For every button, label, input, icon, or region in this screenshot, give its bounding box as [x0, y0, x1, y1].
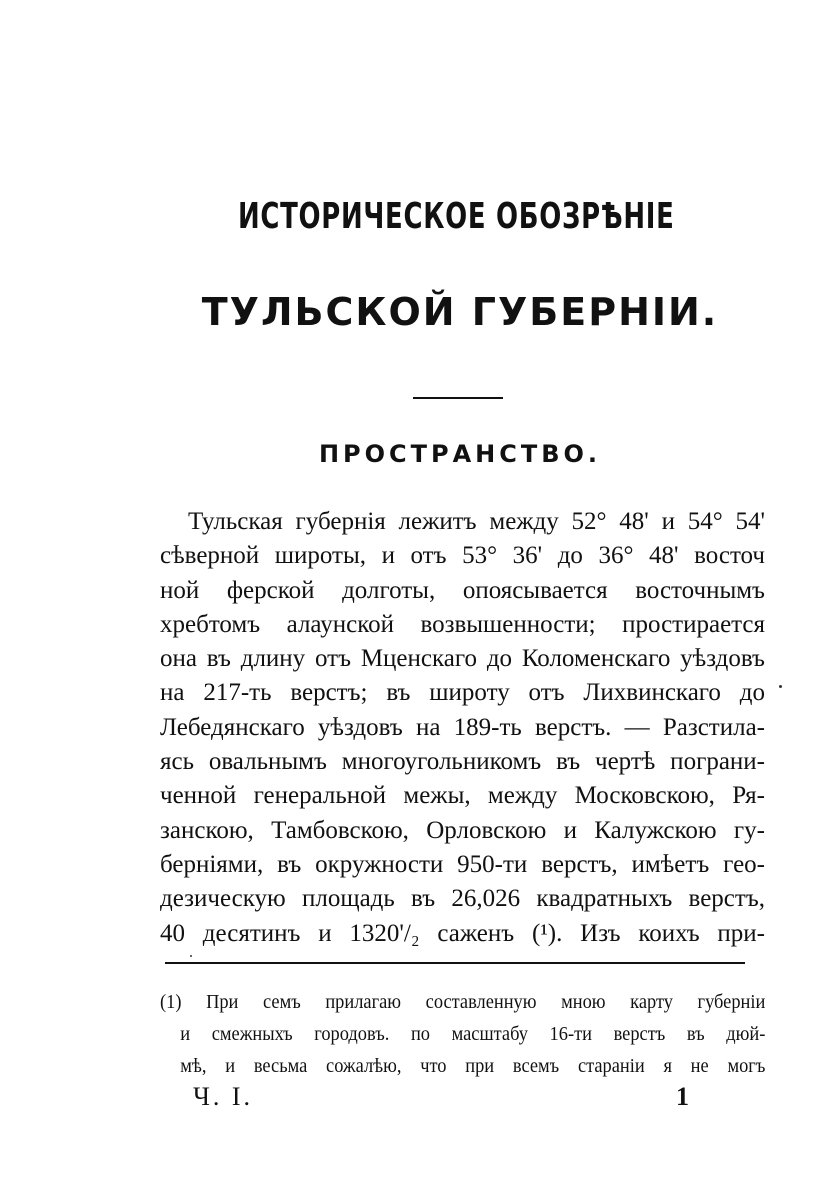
title-line-2-text: ТУЛЬСКОЙ ГУБЕРНІИ. [201, 290, 719, 334]
page-number: 1 [676, 1082, 689, 1111]
body-line: на 217-ть верстъ; въ широту отъ Лихвинскаго до [160, 679, 765, 707]
body-line: хребтомъ алаунской возвышенности; простирается [160, 610, 765, 638]
footnote-line: и смежныхъ городовъ. по масштабу 16-ти верстъ въ дюй- [180, 1023, 766, 1045]
footnote-line: (1) При семъ прилагаю составленную мною карту губерніи [160, 991, 766, 1013]
print-speck [190, 955, 192, 957]
title-divider [413, 397, 503, 399]
body-line: сѣверной широты, и отъ 53° 36' до 36° 48' восточ [160, 542, 765, 570]
body-text [160, 505, 765, 951]
body-line: ченной генеральной межы, между Московскою, Ря- [160, 782, 765, 810]
title-line-2 [0, 290, 840, 334]
footnote [160, 986, 765, 1082]
body-line: ной ферской долготы, опоясывается восточнымъ [160, 576, 765, 604]
margin-mark [779, 685, 782, 688]
section-heading-text: ПРОСТРАНСТВО. [318, 440, 602, 468]
body-line: занскою, Тамбовскою, Орловскою и Калужскою гу- [160, 816, 765, 844]
body-line: берніями, въ окружности 950-ти верстъ, имѣетъ гео- [160, 850, 765, 878]
body-line: 40 десятинъ и 1320'/₂ саженъ (¹). Изъ коихъ при- [160, 919, 765, 947]
body-line: Тульская губернія лежитъ между 52° 48' и 54° 54' [188, 508, 765, 535]
title-line-1 [128, 196, 733, 237]
title-line-1-text: ИСТОРИЧЕСКОЕ ОБОЗРѢНІЕ [237, 196, 675, 237]
body-line: дезическую площадь въ 26,026 квадратныхъ верстъ, [160, 885, 765, 913]
footnote-line: мѣ, и весьма сожалѣю, что при всемъ стараніи я не могъ [180, 1055, 766, 1077]
section-heading [0, 440, 840, 468]
body-line: ясь овальнымъ многоугольникомъ въ чертѣ пограни- [160, 748, 765, 776]
body-line: она въ длину отъ Мценскаго до Коломенскаго уѣздовъ [160, 645, 765, 673]
signature-mark: Ч. I. [193, 1082, 254, 1111]
footnote-divider [165, 962, 745, 964]
body-line: Лебедянскаго уѣздовъ на 189-ть верстъ. — Разстила- [160, 713, 765, 741]
